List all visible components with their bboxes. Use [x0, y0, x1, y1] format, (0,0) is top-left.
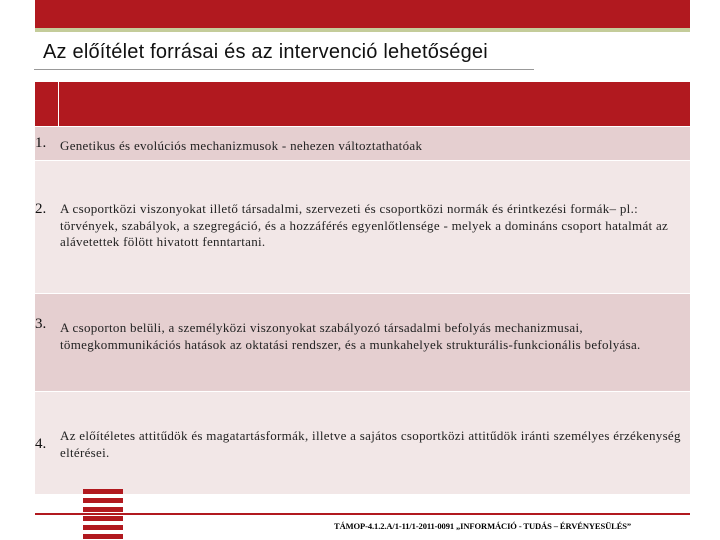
content-table — [35, 82, 690, 494]
header-cell-number — [35, 82, 59, 126]
footer-text: TÁMOP-4.1.2.A/1-11/1-2011-0091 „INFORMÁCIÓ - TUDÁS – ÉRVÉNYESÜLÉS” — [334, 521, 632, 531]
striped-logo-icon — [83, 489, 123, 540]
row-text: Az előítéletes attitűdök és magatartásformák, illetve a sajátos csoportközi attitűdök iránti személyes érzékenység eltérései. — [60, 428, 681, 460]
table-row — [35, 160, 690, 293]
row-text: A csoportközi viszonyokat illető társadalmi, szervezeti és csoportközi normák és érintkezési formák– pl.: törvények, szabályok, a szegregáció, és a hozzáférés egyenlőtlensége - melyek a domináns csoport hatalmát az alávetettek fölött hivatott fenntartani. — [60, 201, 669, 249]
top-banner — [35, 0, 690, 28]
title-underline — [34, 69, 534, 70]
table-row — [35, 391, 690, 494]
table-header — [35, 82, 690, 126]
table-row — [35, 126, 690, 160]
row-number: 1. — [35, 135, 47, 151]
top-divider — [35, 28, 690, 32]
bottom-divider — [35, 513, 690, 515]
row-text: A csoporton belüli, a személyközi viszonyokat szabályozó társadalmi befolyás mechanizmusai, tömegkommunikációs hatások az oktatási rendszer, és a munkahelyek strukturális-funkcionális befolyása. — [60, 320, 641, 352]
row-text: Genetikus és evolúciós mechanizmusok - nehezen változtathatóak — [60, 138, 423, 153]
row-number: 3. — [35, 316, 47, 332]
header-cell-text — [59, 82, 690, 126]
table-row — [35, 293, 690, 391]
row-number: 4. — [35, 436, 47, 452]
row-number: 2. — [35, 201, 47, 217]
slide-title: Az előítélet forrásai és az intervenció lehetőségei — [43, 41, 488, 63]
